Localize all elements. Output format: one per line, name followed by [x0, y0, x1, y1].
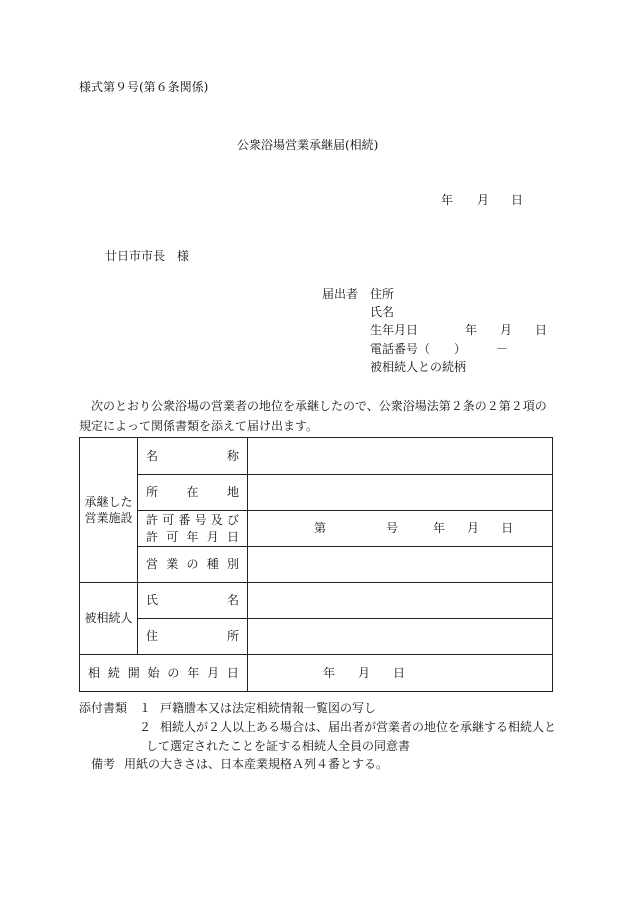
date-year-label: 年 — [441, 193, 454, 207]
label-char: 可 — [162, 513, 175, 528]
note-text: 用紙の大きさは、日本産業規格Ａ列４番とする。 — [124, 757, 389, 771]
label-char: 号 — [194, 513, 207, 528]
attachment-2-text-line1: 相続人が２人以上ある場合は、届出者が営業者の地位を承継する相続人と — [160, 720, 557, 734]
attachments-label: 添付書類 — [79, 701, 128, 715]
deceased-address-field[interactable] — [248, 619, 553, 655]
label-char: 業 — [166, 557, 179, 572]
label-char: 称 — [226, 448, 239, 463]
label-char: 日 — [226, 529, 239, 544]
label-char: 番 — [178, 513, 191, 528]
label-char: 続 — [107, 665, 120, 680]
permit-label — [138, 511, 248, 547]
page-title: 公衆浴場営業承継届(相続) — [237, 138, 379, 152]
label-char: 在 — [186, 485, 199, 500]
body-text: 次のとおり公衆浴場の営業者の地位を承継したので、公衆浴場法第２条の２第２項の規定によって関係書類を添えて届け出ます。 — [79, 399, 547, 433]
business-type-field[interactable] — [248, 547, 553, 583]
start-date-label — [80, 655, 248, 692]
attachment-1-text: 戸籍謄本又は法定相続情報一覧図の写し — [160, 701, 377, 715]
succession-table — [79, 437, 553, 692]
label-char: 許 — [146, 513, 159, 528]
facility-location-label — [138, 475, 248, 511]
label-char: 別 — [226, 557, 239, 572]
deceased-name-field[interactable] — [248, 583, 553, 619]
facility-group-label: 承継した 営業施設 — [80, 438, 138, 583]
attachment-1-number: １ — [139, 701, 152, 715]
attachment-2-text-line2: して選定されたことを証する相続人全員の同意書 — [146, 739, 411, 753]
birth-month-label: 月 — [500, 323, 513, 337]
name-label: 氏名 — [370, 305, 395, 319]
label-char: 始 — [147, 665, 160, 680]
label-char: 所 — [226, 629, 239, 644]
birthdate-label: 生年月日 — [370, 323, 419, 337]
label-char: 日 — [226, 665, 239, 680]
label-char: 月 — [207, 665, 220, 680]
applicant-label: 届出者 — [322, 287, 359, 301]
label-char: び — [226, 513, 239, 528]
label-char: 月 — [206, 529, 219, 544]
relation-label: 被相続人との続柄 — [370, 360, 467, 374]
label-char: 年 — [186, 529, 199, 544]
facility-name-label — [138, 438, 248, 475]
birth-day-label: 日 — [535, 323, 548, 337]
label-char: 種 — [206, 557, 219, 572]
date-month-label: 月 — [477, 193, 490, 207]
label-char: 許 — [146, 529, 159, 544]
label-char: 年 — [187, 665, 200, 680]
address-label: 住所 — [370, 287, 395, 301]
deceased-name-label — [138, 583, 248, 619]
business-type-label — [138, 547, 248, 583]
label-char: 開 — [127, 665, 140, 680]
label-char: 名 — [226, 593, 239, 608]
label-char: 相 — [88, 665, 101, 680]
label-char: 可 — [166, 529, 179, 544]
label-char: 名 — [146, 448, 159, 463]
deceased-group-label: 被相続人 — [80, 583, 138, 655]
phone-label: 電話番号（ ） － — [370, 342, 509, 356]
facility-location-field[interactable] — [248, 475, 553, 511]
facility-name-field[interactable] — [248, 438, 553, 475]
recipient: 廿日市市長 様 — [105, 249, 190, 263]
deceased-address-label — [138, 619, 248, 655]
label-char: の — [167, 665, 180, 680]
label-char: 地 — [226, 485, 239, 500]
permit-field[interactable]: 第 号 年 月 日 — [248, 511, 553, 547]
label-char: 所 — [146, 485, 159, 500]
birth-year-label: 年 — [465, 323, 478, 337]
label-char: 及 — [210, 513, 223, 528]
label-char: 住 — [146, 629, 159, 644]
date-day-label: 日 — [511, 193, 524, 207]
label-char: 営 — [146, 557, 159, 572]
form-number: 様式第９号(第６条関係) — [79, 80, 209, 94]
note-label: 備考 — [91, 757, 116, 771]
label-char: の — [186, 557, 199, 572]
attachment-2-number: ２ — [139, 720, 152, 734]
label-char: 氏 — [146, 593, 159, 608]
start-date-field[interactable]: 年 月 日 — [248, 655, 553, 692]
